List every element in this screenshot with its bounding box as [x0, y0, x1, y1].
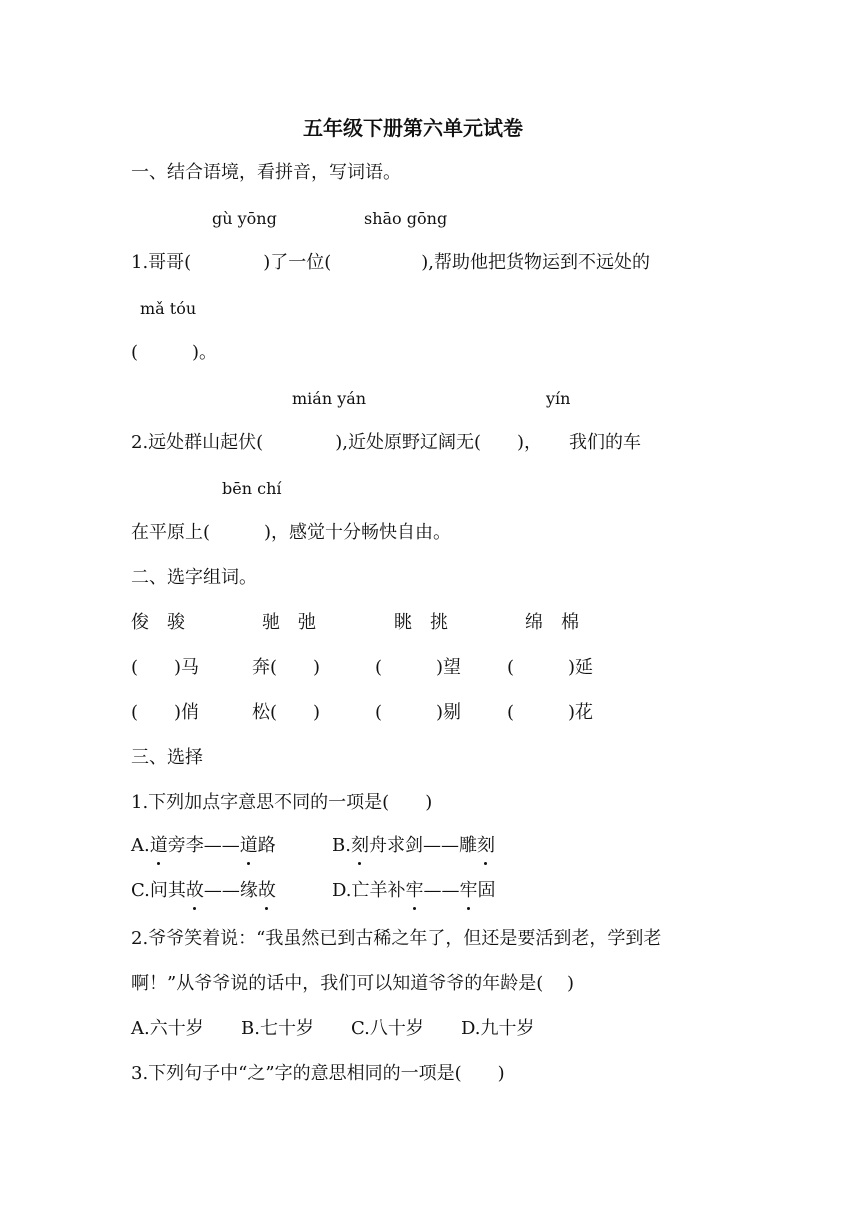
char-pair: 驰 弛	[262, 612, 316, 633]
option-text: 旁李——	[167, 835, 240, 856]
choice-q1-stem: 1.下列加点字意思不同的一项是( )	[131, 792, 433, 813]
q1-pinyin-guyong: gù yōng	[212, 209, 277, 228]
choice-q1-option-a	[131, 834, 276, 858]
word-blank: 松( )	[252, 702, 321, 723]
choice-q1-option-d	[332, 879, 496, 903]
section2-heading: 二、选字组词。	[131, 567, 257, 588]
q1-line1: 1.哥哥( )了一位( ),帮助他把货物运到不远处的	[131, 252, 650, 273]
char-pair: 绵 棉	[525, 612, 579, 633]
word-blank: ( )俏	[131, 702, 200, 723]
section1-heading: 一、结合语境，看拼音，写词语。	[131, 162, 401, 183]
choice-q2-option: C.八十岁	[351, 1018, 424, 1039]
q1-pinyin-shaogong: shāo gōng	[364, 209, 448, 228]
word-blank: ( )延	[507, 657, 594, 678]
page-title: 五年级下册第六单元试卷	[303, 116, 523, 140]
q2-pinyin-yin: yín	[546, 389, 571, 408]
option-text: 路	[257, 835, 276, 856]
choice-q2-option: A.六十岁	[131, 1018, 204, 1039]
q2-line2: 在平原上( )，感觉十分畅快自由。	[131, 522, 452, 543]
q1-line2: ( )。	[131, 342, 218, 363]
dotted-char: 刻	[350, 835, 369, 856]
word-blank: ( )剔	[375, 702, 462, 723]
option-prefix: C.问其	[131, 880, 186, 901]
section3-heading: 三、选择	[131, 747, 203, 768]
dotted-char: 刻	[476, 835, 495, 856]
char-pair: 俊 骏	[131, 612, 185, 633]
dotted-char: 牢	[459, 880, 478, 901]
choice-q1-option-c	[131, 879, 276, 903]
option-prefix: D.亡羊补	[332, 880, 406, 901]
option-text: 固	[477, 880, 496, 901]
word-blank: ( )花	[507, 702, 594, 723]
option-prefix: B.	[332, 835, 351, 856]
word-blank: 奔( )	[252, 657, 321, 678]
option-prefix: A.	[131, 835, 150, 856]
dotted-char: 故	[257, 880, 276, 901]
word-blank: ( )望	[375, 657, 462, 678]
choice-q1-option-b	[332, 834, 495, 858]
char-pair: 眺 挑	[394, 612, 448, 633]
option-text: 舟求剑——雕	[368, 835, 477, 856]
dotted-char: 道	[239, 835, 258, 856]
dotted-char: 牢	[405, 880, 424, 901]
option-text: ——缘	[203, 880, 258, 901]
option-text: ——	[423, 880, 460, 901]
dotted-char: 道	[149, 835, 168, 856]
choice-q2-option: B.七十岁	[241, 1018, 314, 1039]
q2-line1: 2.远处群山起伏( ),近处原野辽阔无( )， 我们的车	[131, 432, 641, 453]
choice-q2-line2: 啊！”从爷爷说的话中，我们可以知道爷爷的年龄是( )	[131, 973, 574, 994]
choice-q3-stem: 3.下列句子中“之”字的意思相同的一项是( )	[131, 1063, 505, 1084]
word-blank: ( )马	[131, 657, 200, 678]
dotted-char: 故	[185, 880, 204, 901]
choice-q2-line1: 2.爷爷笑着说：“我虽然已到古稀之年了，但还是要活到老，学到老	[131, 928, 662, 949]
q2-pinyin-mianyan: mián yán	[292, 389, 367, 408]
q2-pinyin-benchi: bēn chí	[222, 479, 282, 498]
q1-pinyin-matou: mǎ tóu	[140, 299, 197, 318]
choice-q2-option: D.九十岁	[461, 1018, 535, 1039]
